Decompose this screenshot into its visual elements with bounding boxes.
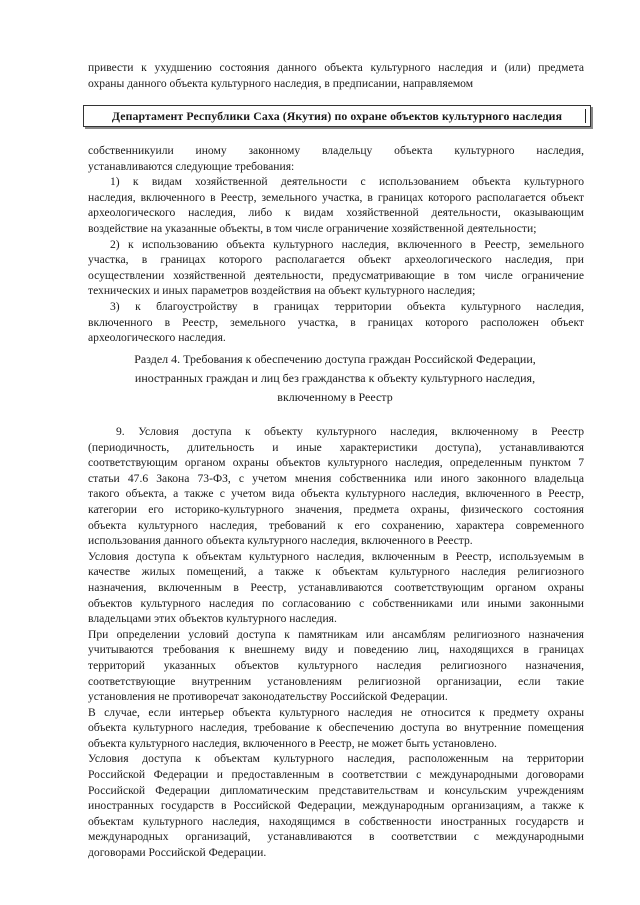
text-line: качестве жилых помещений, а также к объектам культурного наследия религиозного xyxy=(88,565,584,579)
top-paragraph xyxy=(88,60,584,91)
text-line: Российской Федерации дипломатическим представительствам и консульским учреждениям xyxy=(88,783,584,797)
heading-line: иностранных граждан и лиц без гражданства к объекту культурного наследия, xyxy=(134,371,536,385)
text-line: осуществлении хозяйственной деятельности, предусматривающие в том числе ограничение xyxy=(88,268,584,282)
text-line: иностранных государств в Российской Федерации, международным организациям, а также к xyxy=(88,799,584,813)
text-line: территорий указанных объектов культурного наследия религиозного назначения, xyxy=(88,658,584,672)
text-line: Российской Федерации и предоставленным в соответствии с международными договорами xyxy=(88,768,584,782)
text-line: воздействие на указанные объекты, в том числе ограничение хозяйственной деятельности; xyxy=(88,221,537,235)
stamp-mark xyxy=(585,109,586,123)
text-line: объектам культурного наследия, находящимся в собственности иностранных государств и xyxy=(88,814,584,828)
text-line: технических и иных параметров воздействия на объект культурного наследия; xyxy=(88,284,476,298)
text-line: установления не противоречат законодательству Российской Федерации. xyxy=(88,690,448,704)
text-line: соответствующие внутренним установлениям религиозной организации, если такие xyxy=(88,674,584,688)
text-line: назначения, включенным в Реестр, устанавливаются соответствующим органом охраны xyxy=(88,580,584,594)
text-line: (периодичность, длительность и иные характеристики доступа), устанавливаются xyxy=(88,440,584,454)
text-line: наследия, включенного в Реестр, земельного участка, в границах которого располагается объект xyxy=(88,190,584,204)
text-line: Условия доступа к объектам культурного наследия, включенным в Реестр, используемым в xyxy=(88,549,584,563)
heading-line: включенному в Реестр xyxy=(277,390,393,404)
text-line: соответствующим органом охраны объектов культурного наследия, определенным пунктом 7 xyxy=(88,456,584,470)
requirements-section xyxy=(88,143,584,346)
text-line: собственникуили иному законному владельцу объекта культурного наследия, xyxy=(88,144,584,157)
text-line: категории его историко-культурного значения, предмета охраны, физического состояния xyxy=(88,502,584,516)
text-line: устанавливаются следующие требования: xyxy=(88,159,295,173)
body-section xyxy=(88,424,584,861)
text-line: международных организаций, устанавливаются в соответствии с международными xyxy=(88,830,584,844)
text-line: привести к ухудшению состояния данного объекта культурного наследия и (или) предмета xyxy=(88,61,584,74)
text-line: владельцами этих объектов культурного наследия. xyxy=(88,612,337,626)
text-line: Условия доступа к объектам культурного наследия, расположенным на территории xyxy=(88,752,584,766)
list-item-3: 3) к благоустройству в границах территории объекта культурного наследия, xyxy=(110,299,584,313)
text-line: В случае, если интерьер объекта культурного наследия не относится к предмету охраны xyxy=(88,705,584,719)
paragraph-9-start: 9. Условия доступа к объекту культурного наследия, включенному в Реестр xyxy=(116,425,584,438)
text-line: археологического наследия, либо к видам хозяйственной деятельности, оказывающим xyxy=(88,206,584,220)
text-line: охраны данного объекта культурного наследия, в предписании, направляемом xyxy=(88,76,474,90)
text-line: включенного в Реестр, земельного участка, в границах которого расположен объект xyxy=(88,315,584,329)
text-line: участка, в границах которого располагается объект археологического наследия, при xyxy=(88,253,584,267)
text-line: объекта культурного наследия, требование к обеспечению доступа во внутренние помещения xyxy=(88,721,584,735)
list-item-1: 1) к видам хозяйственной деятельности с использованием объекта культурного xyxy=(110,175,584,189)
text-line: учитываются требования к внешнему виду и поведению лиц, находящихся в границах xyxy=(88,643,584,657)
section-heading xyxy=(100,350,570,407)
text-line: объекта культурного наследия, включенного в Реестр, не может быть установлено. xyxy=(88,736,497,750)
text-line: договорами Российской Федерации. xyxy=(88,846,267,860)
text-line: При определении условий доступа к памятникам или ансамблям религиозного назначения xyxy=(88,627,584,641)
text-line: объекта культурного наследия, требований к его сохранению, характера современного xyxy=(88,518,584,532)
heading-line: Раздел 4. Требования к обеспечению доступа граждан Российской Федерации, xyxy=(134,352,536,366)
text-line: такого объекта, а также с учетом вида объекта культурного наследия, включенного в Реестр, xyxy=(88,487,584,501)
text-line: статьи 47.6 Закона 73-ФЗ, с учетом мнения собственника или иного законного владельца xyxy=(88,471,584,485)
list-item-2: 2) к использованию объекта культурного наследия, включенного в Реестр, земельного xyxy=(110,237,584,251)
text-line: археологического наследия. xyxy=(88,331,226,345)
text-line: объектов культурного наследия по согласованию с собственниками или иными законными xyxy=(88,596,584,610)
stamp-text: Департамент Республики Саха (Якутия) по охране объектов культурного наследия xyxy=(111,109,563,123)
department-stamp xyxy=(83,105,591,127)
text-line: использования данного объекта культурного наследия, включенного в Реестр. xyxy=(88,534,473,548)
